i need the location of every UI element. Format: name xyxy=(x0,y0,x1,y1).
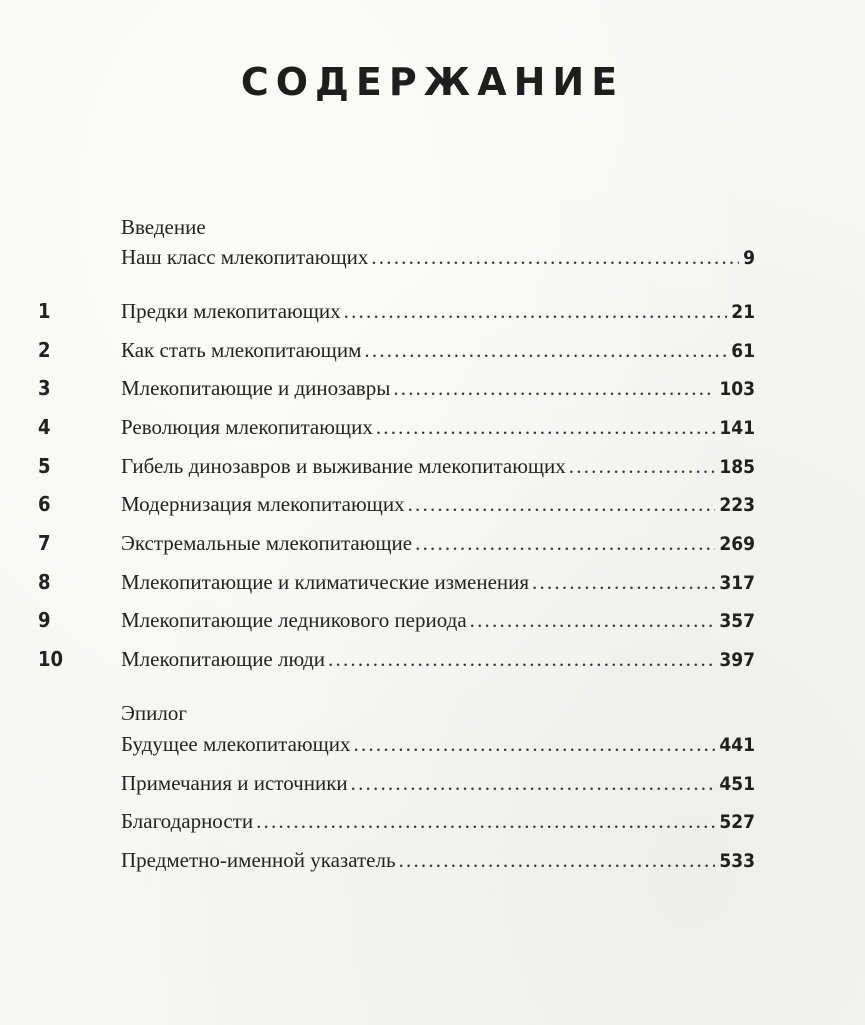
dot-leader xyxy=(393,373,715,403)
toc-entry-title: Предки млекопитающих xyxy=(121,299,341,323)
toc-entry-chapter-9[interactable] xyxy=(0,605,865,635)
toc-entry-line xyxy=(121,644,755,674)
toc-entry-chapter-8[interactable] xyxy=(0,567,865,597)
toc-entry-title: Примечания и источники xyxy=(121,771,348,795)
dot-leader xyxy=(351,768,716,798)
toc-entry-line xyxy=(121,296,755,326)
toc-entry-line xyxy=(121,451,755,481)
chapter-number: 9 xyxy=(38,608,51,632)
page-title: СОДЕРЖАНИЕ xyxy=(240,60,625,104)
dot-leader xyxy=(532,567,715,597)
toc-entry-title: Революция млекопитающих xyxy=(121,415,373,439)
toc-entry-line xyxy=(121,605,755,635)
toc-entry-title: Млекопитающие и динозавры xyxy=(121,376,391,400)
toc-entry-acknowledgements[interactable] xyxy=(0,806,865,836)
toc-entry-chapter-10[interactable] xyxy=(0,644,865,674)
toc-entry-page: 527 xyxy=(719,811,755,833)
toc-entry-title: Как стать млекопитающим xyxy=(121,338,362,362)
chapter-number: 6 xyxy=(38,492,51,516)
toc-entry-page: 61 xyxy=(731,340,755,362)
toc-entry-page: 441 xyxy=(719,734,755,756)
dot-leader xyxy=(376,412,715,442)
toc-entry-line xyxy=(121,242,755,272)
toc-entry-title: Млекопитающие и климатические изменения xyxy=(121,570,530,594)
dot-leader xyxy=(415,528,715,558)
chapter-number: 7 xyxy=(38,531,51,555)
toc-entry-title: Экстремальные млекопитающие xyxy=(121,531,413,555)
toc-entry-page: 21 xyxy=(731,301,755,323)
toc-entry-page: 451 xyxy=(719,773,755,795)
toc-entry-title: Наш класс млекопитающих xyxy=(121,245,369,269)
toc-entry-line xyxy=(121,729,755,759)
toc-entry-title: Млекопитающие люди xyxy=(121,647,326,671)
toc-entry-chapter-5[interactable] xyxy=(0,451,865,481)
toc-entry-chapter-7[interactable] xyxy=(0,528,865,558)
chapter-number: 3 xyxy=(38,376,51,400)
toc-entry-index[interactable] xyxy=(0,845,865,875)
toc-entry-line xyxy=(121,489,755,519)
toc-entry-chapter-4[interactable] xyxy=(0,412,865,442)
toc-entry-page: 269 xyxy=(719,533,755,555)
toc-entry-title: Млекопитающие ледникового периода xyxy=(121,608,467,632)
dot-leader xyxy=(256,806,715,836)
toc-entry-page: 317 xyxy=(719,572,755,594)
toc-entry-line xyxy=(121,373,755,403)
dot-leader xyxy=(364,335,727,365)
toc-entry-chapter-2[interactable] xyxy=(0,335,865,365)
toc-entry-line xyxy=(121,567,755,597)
toc-entry-title: Гибель динозавров и выживание млекопитающих xyxy=(121,454,566,478)
toc-entry-page: 533 xyxy=(719,850,755,872)
dot-leader xyxy=(354,729,716,759)
toc-entry-chapter-1[interactable] xyxy=(0,296,865,326)
intro-heading: Введение xyxy=(121,215,206,239)
toc-entry-page: 185 xyxy=(719,456,755,478)
toc-entry-page: 397 xyxy=(719,649,755,671)
chapter-number: 5 xyxy=(38,454,51,478)
toc-entry-line xyxy=(121,845,755,875)
toc-entry-chapter-3[interactable] xyxy=(0,373,865,403)
chapter-number: 4 xyxy=(38,415,51,439)
dot-leader xyxy=(470,605,716,635)
dot-leader xyxy=(344,296,728,326)
toc-entry-page: 357 xyxy=(719,610,755,632)
toc-entry-line xyxy=(121,412,755,442)
toc-entry-notes[interactable] xyxy=(0,768,865,798)
toc-entry-page: 9 xyxy=(743,247,755,269)
toc-entry-title: Предметно-именной указатель xyxy=(121,848,396,872)
toc-entry-page: 141 xyxy=(719,417,755,439)
toc-entry-intro[interactable] xyxy=(0,242,865,272)
chapter-number: 10 xyxy=(38,647,64,671)
chapter-number: 8 xyxy=(38,570,51,594)
toc-entry-title: Будущее млекопитающих xyxy=(121,732,351,756)
toc-entry-epilogue-1[interactable] xyxy=(0,729,865,759)
dot-leader xyxy=(371,242,739,272)
toc-entry-title: Благодарности xyxy=(121,809,254,833)
toc-entry-line xyxy=(121,335,755,365)
chapter-number: 1 xyxy=(38,299,51,323)
dot-leader xyxy=(328,644,715,674)
toc-entry-chapter-6[interactable] xyxy=(0,489,865,519)
dot-leader xyxy=(408,489,716,519)
toc-entry-page: 103 xyxy=(719,378,755,400)
toc-entry-line xyxy=(121,806,755,836)
toc-entry-line xyxy=(121,528,755,558)
dot-leader xyxy=(569,451,716,481)
toc-entry-line xyxy=(121,768,755,798)
toc-entry-title: Модернизация млекопитающих xyxy=(121,492,405,516)
epilogue-heading: Эпилог xyxy=(121,701,187,725)
toc-entry-page: 223 xyxy=(719,494,755,516)
chapter-number: 2 xyxy=(38,338,51,362)
dot-leader xyxy=(399,845,716,875)
